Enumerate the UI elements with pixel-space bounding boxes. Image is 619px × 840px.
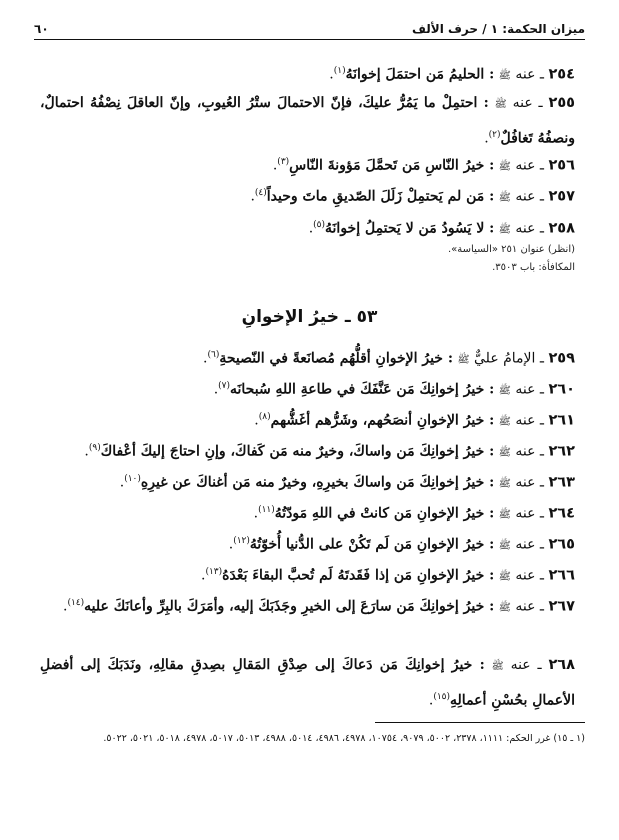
entry-text: : الحليمُ مَن احتمَلَ إخوانَهُ [345, 66, 495, 83]
entry-attribution: ـ عنه [515, 220, 544, 237]
hadith-entry-255: ٢٥٥ ـ عنه ﷺ : احتمِلْ ما يَمُرُّ عليكَ، فإنّ الاحتمالَ ستْرُ العُيوبِ، وإنّ العاقلَ نِصْفُهُ احتمالٌ، ونصفُهُ تَغافُلٌ$^{(٢)}$. [40, 95, 576, 147]
entry-number: ٢٦٤ [548, 505, 575, 522]
hadith-entry-268: ٢٦٨ ـ عنه ﷺ : خيرُ إخوانِكَ مَن دَعاكَ إلى صِدْقِ المَقالِ بصِدقِ مقالِهِ، ونَدَبَكَ إلى أفضلِ الأعمالِ بحُسْنِ أعمالِهِ$^{(١٥)}$. [40, 657, 575, 709]
entry-attribution: ـ عنه [515, 66, 544, 83]
hadith-entry-257: ٢٥٧ ـ عنه ﷺ : مَن لم يَحتمِلْ زَلَلَ الصّديقِ ماتَ وحيداً$^{(٤)}$. [250, 188, 575, 205]
entry-number: ٢٥٧ [548, 188, 575, 205]
footnote-marker: (١) [333, 66, 346, 76]
entry-text: : خيرُ إخوانِكَ مَن سارَعَ إلى الخيرِ وجَذَبَكَ إليه، وأمَرَكَ بالبِرِّ وأعانَكَ عليه [84, 598, 495, 615]
entry-text: : خيرُ الإخوانِ مَن كانتْ في اللهِ مَودّتُهُ [274, 505, 495, 522]
running-header [34, 12, 585, 40]
entry-text: : احتمِلْ ما يَمُرُّ عليكَ، فإنّ الاحتمالَ ستْرُ العُيوبِ، وإنّ العاقلَ نِصْفُهُ احتمالٌ، ونصفُهُ تَغافُلٌ [40, 95, 575, 147]
footnote-marker: (٤) [254, 188, 267, 198]
honorific-glyph: ﷺ [498, 224, 511, 236]
entry-attribution: ـ عنه [515, 598, 544, 615]
hadith-entry-260: ٢٦٠ ـ عنه ﷺ : خيرُ إخوانِكَ مَن عَنَّفَكَ في طاعةِ اللهِ سُبحانَه$^{(٧)}$. [213, 381, 575, 398]
honorific-glyph: ﷺ [498, 161, 511, 173]
entry-number: ٢٥٦ [548, 157, 575, 174]
entry-text: : خيرُ إخوانِكَ مَن واساكَ، وخيرٌ منه مَن كَفاكَ، وإنِ احتاجَ إليكَ أعْفاكَ [100, 443, 495, 460]
honorific-glyph: ﷺ [498, 571, 511, 583]
footnote-marker: (٦) [207, 350, 220, 360]
footnote-marker: (١٢) [233, 536, 250, 546]
entry-attribution: ـ عنه [515, 412, 544, 429]
entry-attribution: ـ عنه [515, 536, 544, 553]
entry-attribution: ـ عنه [515, 188, 544, 205]
entry-attribution: ـ عنه [512, 95, 543, 111]
entry-text: : خيرُ إخوانِكَ مَن دَعاكَ إلى صِدْقِ المَقالِ بصِدقِ مقالِهِ، ونَدَبَكَ إلى أفضلِ الأعمالِ بحُسْنِ أعمالِهِ [40, 657, 575, 709]
entry-number: ٢٦٢ [548, 443, 575, 460]
running-title: ميزان الحكمة: ١ / حرف الألف [411, 22, 585, 36]
honorific-glyph: ﷺ [498, 602, 511, 614]
entry-text: : خيرُ إخوانِكَ مَن عَنَّفَكَ في طاعةِ اللهِ سُبحانَه [230, 381, 495, 398]
entry-number: ٢٦٧ [548, 598, 575, 615]
footnote-marker: (١٠) [124, 474, 141, 484]
footnote-marker: (٨) [258, 412, 271, 422]
honorific-glyph: ﷺ [498, 385, 511, 397]
entry-text: : خيرُ الإخوانِ أقلُّهُم مُصانَعةً في النّصيحةِ [219, 350, 454, 367]
entry-number: ٢٥٤ [548, 66, 575, 83]
entry-text: : مَن لم يَحتمِلْ زَلَلَ الصّديقِ ماتَ وحيداً [266, 188, 495, 205]
footnote-sources: (١ ـ ١٥) غرر الحكم: ١١١١، ٢٣٧٨، ٥٠٠٢، ٩٠٧٩، ١٠٧٥٤، ٤٩٧٨، ٤٩٨٦، ٥٠١٤، ٤٩٨٨، ٥٠١٣، ٥٠١٧، ٤٩٧٨، ٥٠١٨، ٥٠٢١، ٥٠٢٢. [103, 733, 585, 744]
honorific-glyph: ﷺ [498, 509, 511, 521]
honorific-glyph: ﷺ [491, 661, 504, 672]
entry-text: : لا يَسُودُ مَن لا يَحتمِلُ إخوانَهُ [325, 220, 495, 237]
entry-attribution: ـ عنه [515, 505, 544, 522]
hadith-entry-262: ٢٦٢ ـ عنه ﷺ : خيرُ إخوانِكَ مَن واساكَ، وخيرٌ منه مَن كَفاكَ، وإنِ احتاجَ إليكَ أعْفاكَ$^{(٩)}$. [84, 443, 575, 460]
footnote-marker: (٧) [218, 381, 231, 391]
honorific-glyph: ﷺ [498, 416, 511, 428]
hadith-entry-267: ٢٦٧ ـ عنه ﷺ : خيرُ إخوانِكَ مَن سارَعَ إلى الخيرِ وجَذَبَكَ إليه، وأمَرَكَ بالبِرِّ وأعانَكَ عليه$^{(١٤)}$. [62, 598, 575, 615]
hadith-entry-259: ٢٥٩ ـ الإمامُ عليٌّ ﷺ : خيرُ الإخوانِ أقلُّهُم مُصانَعةً في النّصيحةِ$^{(٦)}$. [203, 350, 575, 367]
honorific-glyph: ﷺ [457, 354, 470, 366]
entry-number: ٢٥٩ [548, 350, 575, 367]
hadith-entry-254: ٢٥٤ ـ عنه ﷺ : الحليمُ مَن احتمَلَ إخوانَهُ$^{(١)}$. [329, 66, 575, 83]
footnote-marker: (٥) [313, 220, 326, 230]
honorific-glyph: ﷺ [498, 70, 511, 82]
honorific-glyph: ﷺ [494, 99, 507, 110]
honorific-glyph: ﷺ [498, 478, 511, 490]
footnote-marker: (٩) [88, 443, 101, 453]
entry-text: : خيرُ الإخوانِ مَن إذا فَقَدتَهُ لَم تُحبَّ البقاءَ بَعْدَهُ [222, 567, 495, 584]
entry-attribution: ـ عنه [515, 157, 544, 174]
entry-attribution: ـ عنه [515, 567, 544, 584]
see-also-reference: (انظر) عنوان ٢٥١ «السياسة». [448, 244, 575, 255]
footnote-marker: (١٥) [433, 692, 451, 702]
entry-number: ٢٦١ [548, 412, 575, 429]
footnote-marker: (١٣) [205, 567, 223, 577]
footnote-divider [375, 722, 585, 723]
entry-number: ٢٥٥ [548, 95, 576, 111]
entry-number: ٢٦٠ [548, 381, 575, 398]
hadith-entry-266: ٢٦٦ ـ عنه ﷺ : خيرُ الإخوانِ مَن إذا فَقَدتَهُ لَم تُحبَّ البقاءَ بَعْدَهُ$^{(١٣)}$. [201, 567, 575, 584]
entry-attribution: ـ الإمامُ عليٌّ [474, 350, 544, 367]
entry-number: ٢٦٥ [548, 536, 575, 553]
entry-attribution: ـ عنه [515, 443, 544, 460]
honorific-glyph: ﷺ [498, 540, 511, 552]
entry-number: ٢٦٦ [548, 567, 575, 584]
hadith-entry-265: ٢٦٥ ـ عنه ﷺ : خيرُ الإخوانِ مَن لَم تَكُنْ على الدُّنيا أُخوّتُهُ$^{(١٢)}$. [228, 536, 575, 553]
footnote-marker: (٢) [488, 130, 501, 140]
entry-attribution: ـ عنه [515, 474, 544, 491]
footnote-marker: (١١) [258, 505, 275, 515]
hadith-entry-263: ٢٦٣ ـ عنه ﷺ : خيرُ إخوانِكَ مَن واساكَ بخيرِهِ، وخيرٌ منه مَن أغناكَ عن غيرِهِ$^{(١٠)}$. [119, 474, 575, 491]
footnote-marker: (٣) [277, 157, 290, 167]
entry-text: : خيرُ النّاسِ مَن تَحمَّلَ مَؤونةَ النّاسِ [289, 157, 495, 174]
reward-reference: المكافأة: باب ٣٥٠٣. [492, 262, 575, 273]
section-heading: ٥٣ ـ خيرُ الإخوانِ [241, 307, 378, 327]
entry-number: ٢٦٨ [548, 657, 575, 673]
entry-attribution: ـ عنه [510, 657, 542, 673]
honorific-glyph: ﷺ [498, 447, 511, 459]
footnote-marker: (١٤) [67, 598, 85, 608]
hadith-entry-258: ٢٥٨ ـ عنه ﷺ : لا يَسُودُ مَن لا يَحتمِلُ إخوانَهُ$^{(٥)}$. [308, 220, 575, 237]
entry-number: ٢٦٣ [548, 474, 575, 491]
entry-text: : خيرُ الإخوانِ أنصَحُهم، وشَرُّهم أغَشُّهم [270, 412, 495, 429]
hadith-entry-256: ٢٥٦ ـ عنه ﷺ : خيرُ النّاسِ مَن تَحمَّلَ مَؤونةَ النّاسِ$^{(٣)}$. [272, 157, 575, 174]
hadith-entry-261: ٢٦١ ـ عنه ﷺ : خيرُ الإخوانِ أنصَحُهم، وشَرُّهم أغَشُّهم$^{(٨)}$. [254, 412, 575, 429]
page-number: ٦٠ [34, 22, 49, 36]
entry-text: : خيرُ إخوانِكَ مَن واساكَ بخيرِهِ، وخيرٌ منه مَن أغناكَ عن غيرِهِ [140, 474, 495, 491]
entry-number: ٢٥٨ [548, 220, 575, 237]
entry-attribution: ـ عنه [515, 381, 544, 398]
honorific-glyph: ﷺ [498, 192, 511, 204]
entry-text: : خيرُ الإخوانِ مَن لَم تَكُنْ على الدُّنيا أُخوّتُهُ [249, 536, 495, 553]
hadith-entry-264: ٢٦٤ ـ عنه ﷺ : خيرُ الإخوانِ مَن كانتْ في اللهِ مَودّتُهُ$^{(١١)}$. [253, 505, 575, 522]
